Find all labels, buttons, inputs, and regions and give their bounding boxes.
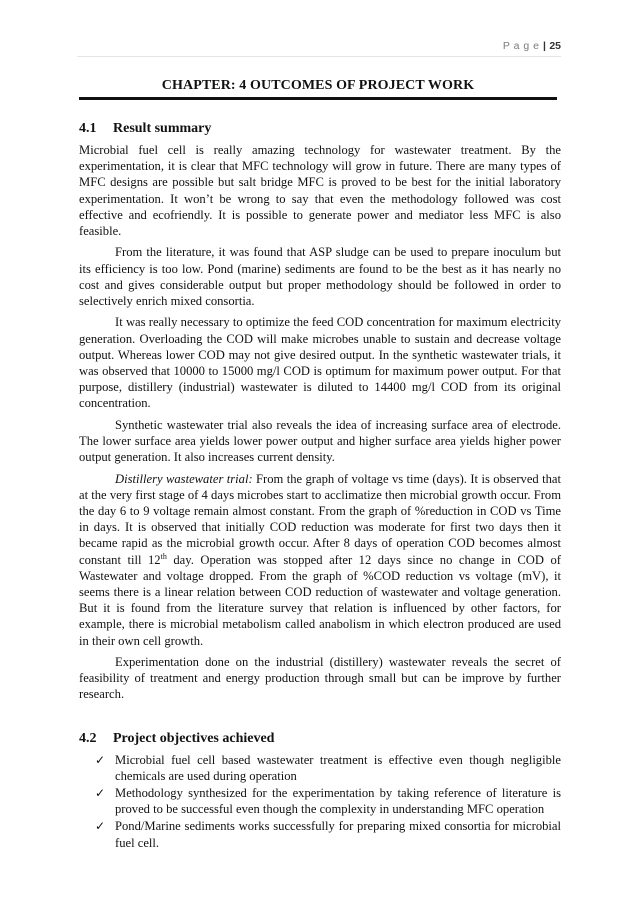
paragraph-3: It was really necessary to optimize the feed COD concentration for maximum electricity generation. Overloading the COD will make microbes unable to sustain and decrease voltage output. Whereas lower COD may not give desired output. In the synthetic wastewater trials, it was observed that 10000 to 15000 mg/l COD is optimum for maximum power output. For that purpose, distillery (industrial) wastewater is diluted to 14400 mg/l COD from its original concentration. [79, 315, 561, 411]
list-item-text: Pond/Marine sediments works successfully for preparing mixed consortia for microbial fuel cell. [115, 819, 561, 850]
section-number: 4.2 [79, 730, 97, 746]
paragraph-5-text-a: From the graph of voltage vs time (days). It is observed that at the very first stage of 4 days microbes start to acclimatize then microbial growth occur. From the day 6 to 9 voltage remain almost constant. From the graph of %reduction in COD vs Time in days. It is observed that initially COD reduction was moderate for first two days then it became rapid as the microbial growth occur. After 8 days of operation COD becomes almost constant till 12 [79, 471, 561, 567]
objectives-list [79, 752, 561, 851]
checkmark-icon: ✓ [95, 819, 106, 834]
page-number: 25 [549, 40, 561, 52]
list-item [79, 818, 561, 850]
section-title: Result summary [113, 121, 212, 136]
distillery-trial-label: Distillery wastewater trial: [115, 471, 253, 486]
chapter-title: CHAPTER: 4 OUTCOMES OF PROJECT WORK [161, 78, 475, 93]
list-item [79, 785, 561, 817]
paragraph-5-text-b: day. Operation was stopped after 12 days since no change in COD of Wastewater and voltage dropped. From the graph of %COD reduction vs voltage (mV), it seems there is a linear relation between COD reduction of wastewater and voltage generation. But it is found from the literature survey that relation is influenced by other factors, for example, there is microbial metabolism called anabolism in which electron produced are used in their own cell growth. [79, 552, 562, 648]
section-heading-objectives [79, 730, 561, 748]
section-heading-result-summary [79, 120, 561, 138]
page-header [503, 40, 561, 52]
list-item [79, 752, 561, 784]
paragraph-5 [79, 471, 561, 649]
header-divider [77, 56, 561, 57]
page-label: P a g e [502, 40, 540, 52]
checkmark-icon: ✓ [95, 752, 106, 767]
page-content [79, 120, 561, 852]
paragraph-6: Experimentation done on the industrial (distillery) wastewater reveals the secret of feasibility of treatment and energy production through small but can be improve by further research. [79, 655, 561, 702]
chapter-divider [79, 97, 557, 100]
ordinal-suffix: th [160, 551, 167, 561]
section-number: 4.1 [79, 121, 97, 136]
list-item-text: Microbial fuel cell based wastewater treatment is effective even though negligible chemicals are used during operation [115, 752, 561, 783]
paragraph-2: From the literature, it was found that ASP sludge can be used to prepare inoculum but its efficiency is too low. Pond (marine) sediments are found to be the best as it has nearly no cost and gives considerable output but proper methodology should be followed in order to selectively enrich mixed consortia. [79, 245, 561, 309]
section-title: Project objectives achieved [113, 730, 275, 746]
paragraph-4: Synthetic wastewater trial also reveals the idea of increasing surface area of electrode. The lower surface area yields lower power output and higher surface area yields higher power output generation. It also increases current density. [79, 417, 561, 465]
checkmark-icon: ✓ [95, 786, 106, 801]
list-item-text: Methodology synthesized for the experimentation by taking reference of literature is proved to be successful even though the complexity in understanding MFC operation [115, 786, 561, 817]
page-separator: | [542, 40, 546, 52]
paragraph-1: Microbial fuel cell is really amazing technology for wastewater treatment. By the experimentation, it is clear that MFC technology will grow in future. There are many types of MFC designs are possible but salt bridge MFC is proved to be best for the initial laboratory experimentation. It won’t be wrong to say that even the methodology followed was cost effective and ecofriendly. It is possible to generate power and mediator less MFC is also feasible. [79, 143, 561, 239]
